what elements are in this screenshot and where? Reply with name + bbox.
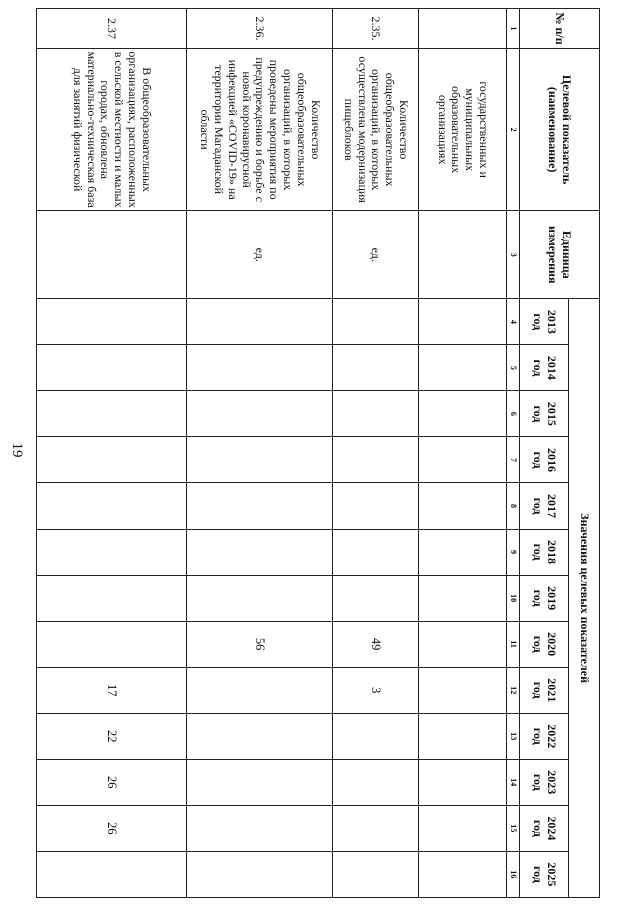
table-row: [419, 9, 507, 898]
column-number: 1: [507, 9, 520, 49]
value-cell: [333, 575, 419, 621]
value-cell: [419, 851, 507, 897]
value-cell: [419, 713, 507, 759]
value-cell: [333, 759, 419, 805]
row-number: 2.36.: [187, 9, 333, 49]
value-cell: 49: [333, 621, 419, 667]
value-cell: [187, 345, 333, 391]
value-cell: [187, 437, 333, 483]
indicator-name: В общеобразовательных организациях, расположенных в сельской местности и малых городах, обновлена материально-техническая база для занятий физической: [37, 49, 187, 211]
value-cell: [187, 851, 333, 897]
col-header-num: № п/п: [520, 9, 600, 49]
value-cell: [37, 575, 187, 621]
value-cell: [333, 345, 419, 391]
row-number: 2.35.: [333, 9, 419, 49]
column-number: 4: [507, 299, 520, 345]
year-header: 2016 год: [520, 437, 569, 483]
col-header-values-group: Значения целевых показателей: [569, 299, 600, 898]
value-cell: [187, 667, 333, 713]
value-cell: [37, 851, 187, 897]
header-row: [569, 9, 600, 898]
value-cell: [187, 805, 333, 851]
value-cell: [37, 483, 187, 529]
value-cell: [187, 713, 333, 759]
unit-cell: [419, 211, 507, 299]
column-number: 9: [507, 529, 520, 575]
column-number: 5: [507, 345, 520, 391]
year-header: 2013 год: [520, 299, 569, 345]
indicator-rows: [37, 9, 507, 898]
table-row: [37, 9, 187, 898]
value-cell: [37, 437, 187, 483]
value-cell: 3: [333, 667, 419, 713]
value-cell: [187, 575, 333, 621]
row-number: 2.37: [37, 9, 187, 49]
year-header: 2023 год: [520, 759, 569, 805]
value-cell: [419, 759, 507, 805]
col-header-unit: Единица измерения: [520, 211, 600, 299]
unit-cell: [37, 211, 187, 299]
value-cell: [37, 299, 187, 345]
value-cell: 26: [37, 805, 187, 851]
value-cell: 17: [37, 667, 187, 713]
year-header: 2025 год: [520, 851, 569, 897]
column-number: 16: [507, 851, 520, 897]
value-cell: [187, 529, 333, 575]
column-number: 15: [507, 805, 520, 851]
year-header: 2021 год: [520, 667, 569, 713]
year-header: 2015 год: [520, 391, 569, 437]
page-number: 19: [9, 442, 25, 458]
col-header-indicator: Целевой показатель (наименование): [520, 49, 600, 211]
table-row: [333, 9, 419, 898]
value-cell: [419, 575, 507, 621]
value-cell: [419, 621, 507, 667]
value-cell: [187, 483, 333, 529]
value-cell: 56: [187, 621, 333, 667]
value-cell: [419, 667, 507, 713]
value-cell: [419, 805, 507, 851]
column-number: 11: [507, 621, 520, 667]
column-number: 12: [507, 667, 520, 713]
value-cell: [419, 299, 507, 345]
value-cell: 26: [37, 759, 187, 805]
column-number-row: [507, 9, 520, 898]
year-header: 2014 год: [520, 345, 569, 391]
value-cell: [419, 483, 507, 529]
column-number: 8: [507, 483, 520, 529]
column-number: 6: [507, 391, 520, 437]
value-cell: [333, 529, 419, 575]
value-cell: [333, 851, 419, 897]
year-header: 2019 год: [520, 575, 569, 621]
value-cell: [37, 621, 187, 667]
indicator-name: Количество общеобразовательных организаций, в которых осуществлена модернизация пищеблоков: [333, 49, 419, 211]
value-cell: [37, 391, 187, 437]
year-header: 2018 год: [520, 529, 569, 575]
indicator-name: Количество общеобразовательных организаций, в которых проведены мероприятия по предупреждению и борьбе с новой коронавирусной инфекцией «COVID-19» на территории Магаданской области: [187, 49, 333, 211]
value-cell: [333, 391, 419, 437]
value-cell: [333, 299, 419, 345]
value-cell: [419, 391, 507, 437]
unit-cell: ед.: [333, 211, 419, 299]
indicator-name: государственных и муниципальных образовательных организациях: [419, 49, 507, 211]
value-cell: [187, 299, 333, 345]
column-number: 2: [507, 49, 520, 211]
value-cell: [419, 345, 507, 391]
column-number: 14: [507, 759, 520, 805]
value-cell: [37, 345, 187, 391]
value-cell: [419, 529, 507, 575]
column-number: 7: [507, 437, 520, 483]
value-cell: [187, 391, 333, 437]
value-cell: [187, 759, 333, 805]
value-cell: [333, 805, 419, 851]
year-header: 2020 год: [520, 621, 569, 667]
indicators-table: [36, 8, 600, 898]
value-cell: [333, 483, 419, 529]
value-cell: [333, 713, 419, 759]
column-number: 13: [507, 713, 520, 759]
column-number: 3: [507, 211, 520, 299]
value-cell: [419, 437, 507, 483]
year-header: 2022 год: [520, 713, 569, 759]
unit-cell: ед.: [187, 211, 333, 299]
year-header: 2017 год: [520, 483, 569, 529]
table-row: [187, 9, 333, 898]
column-number: 10: [507, 575, 520, 621]
value-cell: [37, 529, 187, 575]
value-cell: [333, 437, 419, 483]
year-header: 2024 год: [520, 805, 569, 851]
value-cell: 22: [37, 713, 187, 759]
row-number: [419, 9, 507, 49]
